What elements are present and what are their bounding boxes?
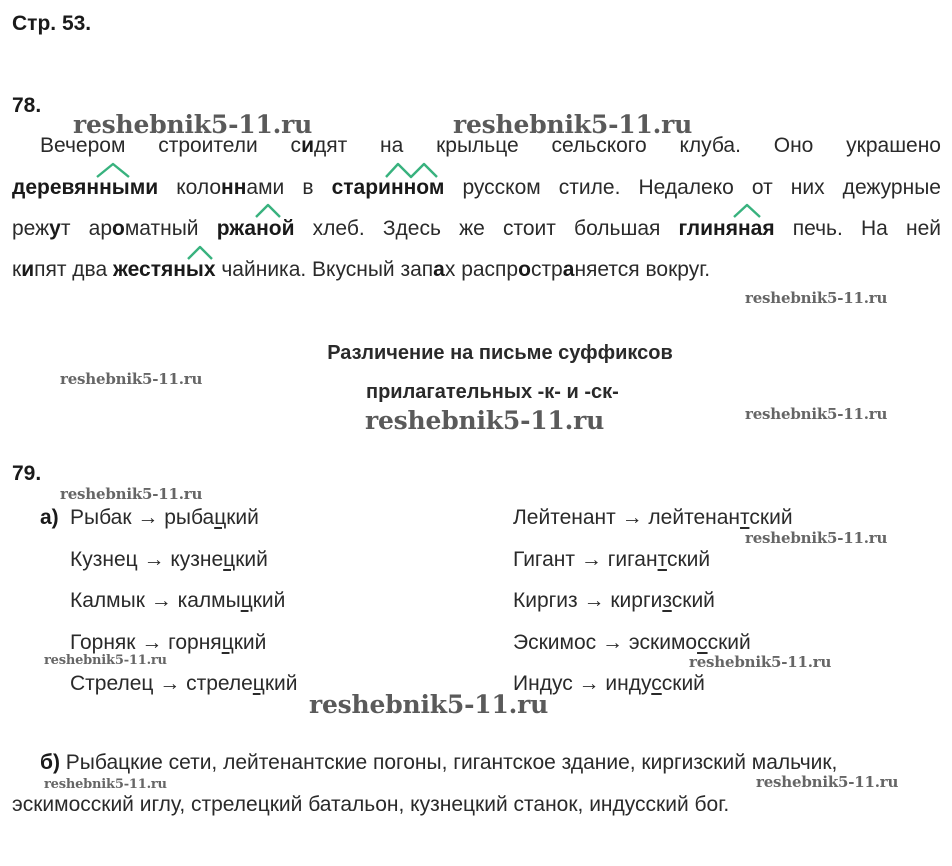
text-segment: чайника. Вкусный зап <box>215 258 434 281</box>
text-segment: печь. На ней <box>774 217 941 240</box>
arrow-icon: → <box>135 630 169 654</box>
text-segment: Вечером строители с <box>40 134 302 157</box>
word-pair-row <box>70 548 268 572</box>
text-segment: пят два <box>34 258 113 281</box>
text-segment: х распр <box>444 258 519 281</box>
highlighted-letters: деревянными <box>12 176 159 199</box>
underlined-letter: ц <box>221 630 234 654</box>
underlined-letter: с <box>697 630 708 654</box>
underlined-letter: с <box>651 672 662 695</box>
adjective-stem: эскимо <box>628 630 698 654</box>
adjective-suffix: кий <box>235 547 268 571</box>
watermark: reshebnik5-11.ru <box>60 370 203 388</box>
watermark: reshebnik5-11.ru <box>745 529 888 547</box>
adjective-stem: кирги <box>610 589 663 612</box>
underlined-letter: т <box>657 547 667 571</box>
root-arc-mark <box>186 243 214 261</box>
watermark: reshebnik5-11.ru <box>73 110 313 139</box>
adjective-stem: кузне <box>170 547 224 571</box>
word-pair-row <box>70 672 297 696</box>
watermark: reshebnik5-11.ru <box>309 690 549 719</box>
adjective-stem: стреле <box>186 672 253 695</box>
base-noun: Рыбак <box>70 506 132 529</box>
highlighted-letters: нн <box>221 176 247 199</box>
text-segment: хлеб. Здесь же стоит большая <box>294 217 679 240</box>
highlighted-letters: старинном <box>331 176 445 199</box>
highlighted-letters: о <box>518 258 531 281</box>
highlighted-letters: ржаной <box>216 217 295 240</box>
arrow-icon: → <box>596 630 629 654</box>
root-arc-mark <box>95 160 131 180</box>
highlighted-letters: а <box>562 258 575 281</box>
arrow-icon: → <box>144 589 178 612</box>
watermark: reshebnik5-11.ru <box>365 406 605 435</box>
adjective-suffix: ский <box>707 630 751 654</box>
adjective-stem: гиган <box>607 547 658 571</box>
underlined-letter: ц <box>223 547 236 571</box>
underlined-letter: т <box>740 506 750 529</box>
underlined-letter: з <box>662 589 672 612</box>
part-b-line-2: эскимосский иглу, стрелецкий батальон, кузнецкий станок, индусский бог. <box>12 793 730 816</box>
text-segment: к <box>12 258 22 281</box>
adjective-suffix: кий <box>252 589 286 612</box>
adjective-stem: рыба <box>164 506 215 529</box>
base-noun: Киргиз <box>513 589 578 612</box>
text-segment: русском стиле. Недалеко от них дежурные <box>444 176 941 199</box>
watermark: reshebnik5-11.ru <box>44 777 167 792</box>
highlighted-letters: и <box>21 258 35 281</box>
watermark: reshebnik5-11.ru <box>453 110 693 139</box>
exercise-78-line-4 <box>12 259 710 280</box>
arrow-icon: → <box>615 506 649 529</box>
base-noun: Стрелец <box>70 672 154 695</box>
adjective-suffix: ский <box>661 672 705 695</box>
page-number-header: Стр. 53. <box>12 12 92 35</box>
text-segment: няется вокруг. <box>574 258 711 281</box>
root-arc-mark <box>384 160 440 180</box>
base-noun: Индус <box>513 672 573 695</box>
base-noun: Кузнец <box>70 547 138 571</box>
section-title-line-1: Различение на письме суффиксов <box>327 342 673 364</box>
highlighted-letters: у <box>49 217 61 240</box>
adjective-suffix: кий <box>233 630 267 654</box>
text-segment: коло <box>158 176 222 199</box>
underlined-letter: ц <box>240 589 253 612</box>
section-title-line-2: прилагательных -к- и -ск- <box>366 381 619 403</box>
exercise-78-line-3 <box>12 218 941 239</box>
text-segment: матный <box>124 217 217 240</box>
word-pair-row <box>513 589 715 613</box>
adjective-suffix: кий <box>264 672 298 695</box>
root-arc-mark <box>254 201 282 219</box>
arrow-icon: → <box>577 589 611 612</box>
adjective-stem: лейтенан <box>648 506 741 529</box>
adjective-suffix: ский <box>671 589 715 612</box>
adjective-suffix: кий <box>226 506 259 529</box>
part-a-label: а) <box>40 506 59 529</box>
word-pair-row <box>70 506 259 530</box>
adjective-suffix: ский <box>666 547 711 571</box>
adjective-stem: горня <box>168 630 222 654</box>
highlighted-letters: жестяных <box>113 258 216 281</box>
base-noun: Лейтенант <box>513 506 616 529</box>
watermark: reshebnik5-11.ru <box>689 653 832 671</box>
word-pair-row <box>513 631 751 655</box>
highlighted-letters: о <box>112 217 125 240</box>
adjective-stem: калмы <box>177 589 241 612</box>
highlighted-letters: а <box>433 258 445 281</box>
text-segment: реж <box>12 217 50 240</box>
exercise-79-number: 79. <box>12 462 42 485</box>
adjective-stem: инду <box>605 672 652 695</box>
arrow-icon: → <box>575 547 608 571</box>
word-pair-row <box>70 589 285 613</box>
word-pair-row <box>70 631 266 655</box>
word-pair-row <box>513 548 710 572</box>
arrow-icon: → <box>131 506 165 529</box>
arrow-icon: → <box>572 672 606 695</box>
adjective-suffix: ский <box>749 506 793 529</box>
arrow-icon: → <box>153 672 187 695</box>
underlined-letter: ц <box>214 506 227 529</box>
base-noun: Горняк <box>70 630 136 654</box>
text-segment: ами в <box>246 176 332 199</box>
highlighted-letters: глиняная <box>678 217 775 240</box>
highlighted-letters: и <box>301 134 314 157</box>
arrow-icon: → <box>137 547 171 571</box>
base-noun: Калмык <box>70 589 145 612</box>
part-b-line-1: б) Рыбацкие сети, лейтенантские погоны, гигантское здание, киргизский мальчик, <box>40 751 838 774</box>
root-arc-mark <box>732 201 762 219</box>
base-noun: Гигант <box>513 547 576 571</box>
text-segment: стр <box>530 258 563 281</box>
exercise-78-line-2 <box>12 177 941 198</box>
watermark: reshebnik5-11.ru <box>745 405 888 423</box>
watermark: reshebnik5-11.ru <box>44 653 167 668</box>
watermark: reshebnik5-11.ru <box>756 773 899 791</box>
exercise-78-number: 78. <box>12 94 42 117</box>
base-noun: Эскимос <box>513 630 597 654</box>
watermark: reshebnik5-11.ru <box>745 289 888 307</box>
word-pair-row <box>513 506 793 530</box>
underlined-letter: ц <box>252 672 265 695</box>
watermark: reshebnik5-11.ru <box>60 485 203 503</box>
text-segment: дят на крыльце сельского клуба. Оно украшено <box>313 134 941 157</box>
text-segment: т ар <box>60 217 112 240</box>
